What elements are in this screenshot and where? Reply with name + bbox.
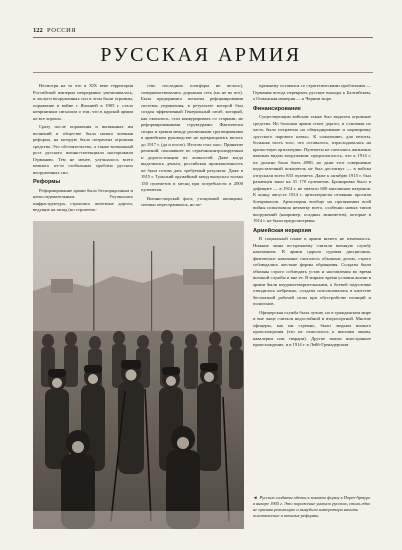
subheading-reforms: Реформы xyxy=(33,179,61,185)
text-column-3 xyxy=(253,83,371,493)
subheading-hierarchy: Армейская иерархия xyxy=(253,227,312,234)
paragraph: Существующим войскам также был выделен огромные средства. Но большая армия стоит дорого, и основная их часть была потрачена на обмундирование и нормировку «русского парового катка». К сожалению, для пехоты, большая часть того, что оставалось, израсходовалась на крепостную артиллерию. Пулеметы не считались жизненно важным видом вооружения: предполагалось, что к 1914 г. их должно было быть 4990, но даже этот совершенно недостаточный показатель не был достигнут — в войска отпускали всего 833 пулемета. Даже к октябрю 1915 г. был размещен заказ на 31 170 пулеметов. Бронировка было в дефиците — в 1914 г. не хватало 600 миллионов патронов. К концу августа 1914 г. артиллеристы отчаянно просили боеприпасов. Артиллерия вообще на протяжении всей войны испытывала нехватку всего, особенно новых типов вооружений (например, осадных минометов), которые в 1914 г. не были предусмотрены. xyxy=(253,114,371,223)
page-number: 122 xyxy=(33,27,43,34)
title-rule xyxy=(33,72,373,73)
subheading-financing: Финансирование xyxy=(253,105,301,112)
running-head xyxy=(33,27,373,39)
paragraph: Несмотря на то что в XIX веке территория Российской империи непрерывно увеличивалась, и заслуги вооруженных сил в этом были огромны, поражение в войне с Японией в 1905 г. стало неприятным сигналом о том, что в царской армии не все хорошо. xyxy=(33,83,133,121)
paragraph: прежнему оставался со стратегическими проблемами — Германия всегда перекрыть русские выходы к Балтийском, а Османская империя — к Черном море. xyxy=(253,83,371,101)
text-column-2 xyxy=(141,83,243,215)
historical-photo xyxy=(33,221,244,529)
paragraph: ство последних платформ не велось), совершенствовались дорожная сеть (но не во все). Была предпринята попытка реформирования системы управления, в результате которой был создан эффективный Генеральный штаб, который, как оказалось, стал конкурировать со старыми, не реформированными структурами. Фактически споры и трения между различными группировками в армейском руководстве не прекращались вплоть до 1917 г. (да и после). Итогом стал хаос. Принятие решений, пошаявшее по серьёзноконтролируемым и дорогостоящим их личностей. Даже когда выделялись деньги, российская промышленность не была готова дать требуемый результат. Даже в 1915 г. Тульский оружейный завод выпускал только 150 пулеметов в месяц при потребности в 2000 пулеметов. xyxy=(141,83,243,192)
paragraph: Военно-морской флот, утонувший японцами, спешно перестраивался, но по- xyxy=(141,195,243,207)
paragraph: Сразу после поражения и вызванных им волнений в обществе была начата военная реформа, на которую была потрачена огромная средства. Это обстоятельство, а также возможный рост русского военно-потенциала насторожили Германию. Тем не менее, улучшалось всего немного из-за глобальных проблем русских вооруженных сил. xyxy=(33,124,133,175)
text-column-1 xyxy=(33,83,133,215)
photo-caption xyxy=(253,495,371,519)
caption-arrow-icon: ◄ xyxy=(253,495,258,500)
photo-illustration xyxy=(33,221,244,529)
paragraph: В социальной плане в армии ничего не изменилось. Нижние чины по-прежнему считали военную службу наказанием. В армии царила суровая дисциплина, физическое наказание считалось обычным делом, строго соблюдались жесткие формы обращения. Солдаты были обязаны строго соблюдать устав и наставления во время военной службы и вне ее. В мирное время условия жизни в армии были неудовлетворительными, а боевой подготовке отводилось небрежно, солдаты использовались в качестве бесплатной рабочей силы при обустройстве позиций и полигонов. xyxy=(253,236,371,306)
paragraph: Офицерская служба была лучше, но в гражданском мире и вне чаще считали недостойной и второсортной. Многие офицеры, как им стремно, были людьми низкого происхождения (это не относилось к высшим чинам, кавалерии или гвардии). Другие имели иностранное происхождение, и в 1914 г. в Лейб-Гренадерском xyxy=(253,309,371,347)
page-title: РУССКАЯ АРМИЯ xyxy=(100,44,302,66)
header-rule xyxy=(33,37,373,38)
section-name: РОССИЯ xyxy=(47,27,77,34)
paragraph: Реформирование армии было беспорядочным и непоследовательным. Улучшалась инфраструктура, строились железные дороги, ведущие на запад (но строитель- xyxy=(33,187,133,212)
caption-text: Русские солдаты одеты в зимнюю форму в Порт-Артуре в январе 1905 г. Это поражение унизило русских, столь едва не призвав революцию и вынудила императора начать политические и военные реформы. xyxy=(253,495,371,518)
